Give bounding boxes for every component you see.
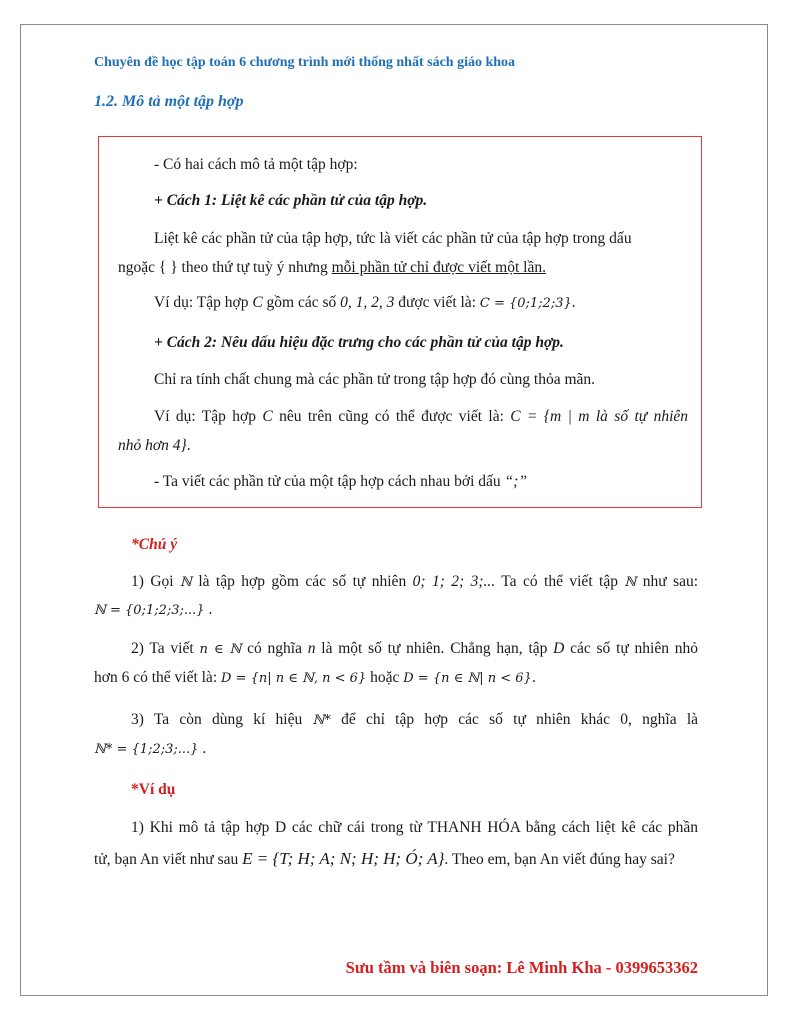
note-item2-end: . xyxy=(531,669,536,686)
note-item2-text-b: có nghĩa xyxy=(247,640,302,657)
method1-desc-line2 xyxy=(118,259,546,277)
note-item1-end: . xyxy=(208,601,213,618)
example2-var: C xyxy=(262,408,273,425)
example1-text-a: Ví dụ: Tập hợp xyxy=(154,294,249,311)
example-line2-text-a: tử, bạn An viết như sau xyxy=(94,851,239,868)
note-item2-text-c: là một số tự nhiên. Chẳng hạn, tập xyxy=(321,640,548,657)
separator-rule xyxy=(154,473,527,491)
note-item3-math-line xyxy=(94,740,206,758)
method2-desc: Chỉ ra tính chất chung mà các phần tử trong tập hợp đó cùng thỏa mãn. xyxy=(154,371,596,388)
example1 xyxy=(154,294,576,312)
note-item2-math2: D = {n| n ∈ ℕ, n < 6} xyxy=(221,671,367,686)
naturals-symbol-2: ℕ xyxy=(624,575,637,590)
example1-nums: 0, 1, 2, 3 xyxy=(340,294,395,311)
note-item3-math: ℕ* = {1;2;3;...} xyxy=(94,742,199,757)
note-item1 xyxy=(131,573,698,591)
document-footer: Sưu tầm và biên soạn: Lê Minh Kha - 0399653362 xyxy=(345,958,698,977)
note-item1-nums: 0; 1; 2; 3;... xyxy=(412,573,496,590)
note-item2-math3: D = {n ∈ ℕ| n < 6} xyxy=(403,671,532,686)
example1-text-b: gồm các số xyxy=(266,294,337,311)
note-item3 xyxy=(131,711,698,729)
note-item2-or: hoặc xyxy=(370,669,400,686)
example1-end: . xyxy=(571,294,576,311)
example2-math: C = {m | m là số tự nhiên xyxy=(510,408,689,425)
note-item2-text-d: các số tự nhiên nhỏ xyxy=(570,640,698,657)
box-intro: - Có hai cách mô tả một tập hợp: xyxy=(154,156,358,173)
example-line2-text-b: . Theo em, bạn An viết đúng hay sai? xyxy=(444,851,675,868)
method2-title: + Cách 2: Nêu dấu hiệu đặc trưng cho các phần tử của tập hợp. xyxy=(154,334,564,351)
document-header: Chuyên đề học tập toán 6 chương trình mới thống nhất sách giáo khoa xyxy=(94,55,516,70)
note-item2-math1: n ∈ ℕ xyxy=(199,642,242,657)
example-line2-math: E = {T; H; A; N; H; H; Ó; A} xyxy=(242,849,445,868)
method1-title: + Cách 1: Liệt kê các phần tử của tập hợp. xyxy=(154,192,428,209)
example1-var: C xyxy=(252,294,263,311)
separator-text: - Ta viết các phần tử của một tập hợp cách nhau bởi dấu xyxy=(154,473,501,490)
example2 xyxy=(154,408,688,426)
example2-text-b: nêu trên cũng có thể được viết là: xyxy=(279,408,504,425)
method1-desc-line1: Liệt kê các phần tử của tập hợp, tức là viết các phần tử của tập hợp trong dấu xyxy=(154,230,632,247)
example1-text-c: được viết là: xyxy=(398,294,476,311)
note-item1-text-d: như sau: xyxy=(642,573,699,590)
note-item3-text-a: 3) Ta còn dùng kí hiệu xyxy=(131,711,303,728)
note-item3-end: . xyxy=(202,740,207,757)
example-line1 xyxy=(131,819,698,837)
note-item1-text-c: Ta có thể viết tập xyxy=(501,573,618,590)
method1-desc-text: ngoặc { } theo thứ tự tuỳ ý nhưng xyxy=(118,259,328,276)
section-title: 1.2. Mô tả một tập hợp xyxy=(94,93,244,110)
method1-desc-underline: mỗi phần tử chỉ được viết một lần. xyxy=(331,259,546,276)
note-item1-text-b: là tập hợp gồm các số tự nhiên xyxy=(198,573,407,590)
note-item1-math: ℕ = {0;1;2;3;...} xyxy=(94,603,205,618)
example2-cont xyxy=(118,437,191,455)
note-item1-math-line xyxy=(94,601,212,619)
example-title: *Ví dụ xyxy=(131,781,176,798)
note-item2-D: D xyxy=(553,640,565,657)
note-item3-text-b: để chỉ tập hợp các số tự nhiên khác 0, nghĩa là xyxy=(341,711,699,728)
note-item2-line2 xyxy=(94,669,536,687)
naturals-symbol: ℕ xyxy=(180,575,192,590)
example2-cont-text: nhỏ hơn 4} xyxy=(118,437,187,454)
example-line1-text: 1) Khi mô tả tập hợp D các chữ cái trong từ THANH HÓA bằng cách liệt kê các phần xyxy=(131,819,698,836)
example2-end: . xyxy=(186,437,191,454)
note-item2-text-a: 2) Ta viết xyxy=(131,640,194,657)
note-item2-var: n xyxy=(307,640,316,657)
note-item2-text-e: hơn 6 có thể viết là: xyxy=(94,669,218,686)
separator-symbol: “;” xyxy=(504,473,527,490)
example1-math: C = {0;1;2;3} xyxy=(479,296,572,311)
naturals-star-symbol: ℕ* xyxy=(312,713,331,728)
example2-text-a: Ví dụ: Tập hợp xyxy=(154,408,256,425)
note-item2 xyxy=(131,640,698,658)
note-title: *Chú ý xyxy=(131,536,178,553)
example-line2 xyxy=(94,849,675,869)
note-item1-text-a: 1) Gọi xyxy=(131,573,174,590)
